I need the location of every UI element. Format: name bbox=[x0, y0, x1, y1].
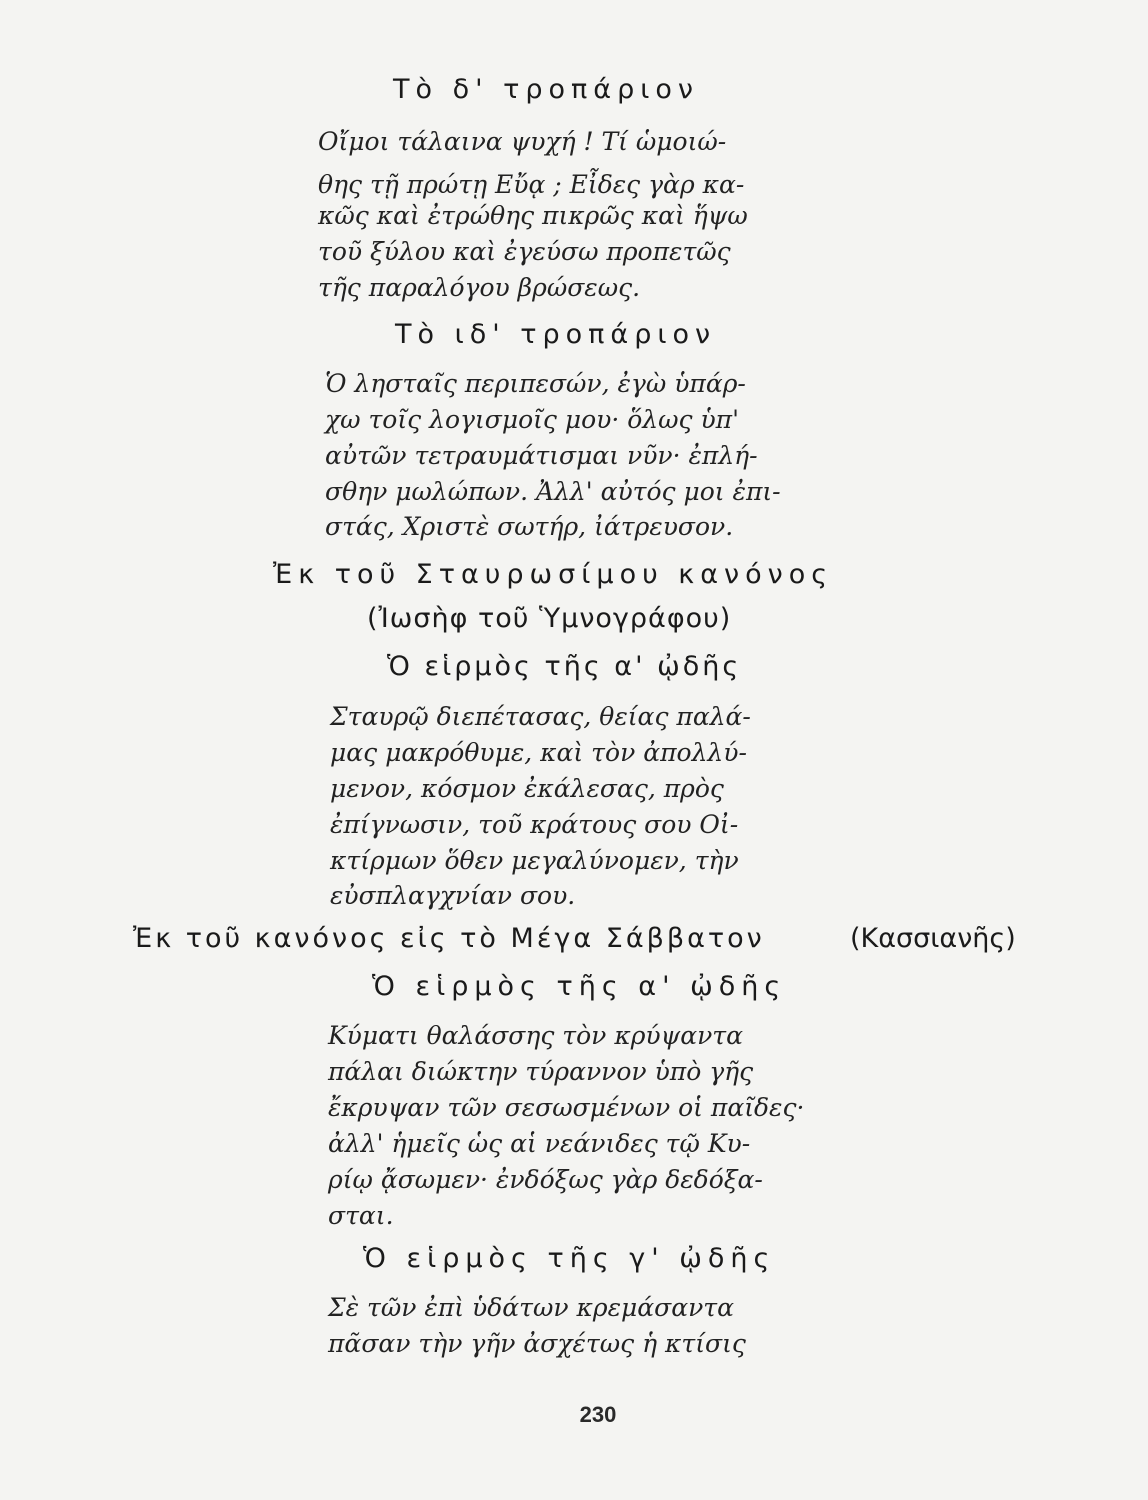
section-heading: Ἐκ τοῦ Σταυρωσίμου κανόνος bbox=[273, 559, 834, 590]
text-line: κῶς καὶ ἐτρώθης πικρῶς καὶ ἥψω bbox=[318, 201, 748, 230]
text-line: τῆς παραλόγου βρώσεως. bbox=[318, 273, 641, 302]
text-line: πάλαι διώκτην τύραννον ὑπὸ γῆς bbox=[328, 1057, 754, 1086]
text-line: μας μακρόθυμε, καὶ τὸν ἀπολλύ- bbox=[330, 738, 747, 767]
text-line: σται. bbox=[328, 1201, 394, 1230]
section-heading-suffix: (Κασσιανῆς) bbox=[850, 923, 1016, 954]
text-line: στάς, Χριστὲ σωτήρ, ἰάτρευσον. bbox=[325, 512, 734, 541]
hirmos-heading: Ὁ εἱρμὸς τῆς α' ᾠδῆς bbox=[387, 651, 742, 682]
text-line: μενον, κόσμον ἐκάλεσας, πρὸς bbox=[330, 774, 724, 803]
text-line: ρίῳ ᾄσωμεν· ἐνδόξως γὰρ δεδόξα- bbox=[328, 1165, 763, 1194]
text-line: σθην μωλώπων. Ἀλλ' αὐτός μοι ἐπι- bbox=[325, 477, 781, 506]
text-line: χω τοῖς λογισμοῖς μου· ὅλως ὑπ' bbox=[325, 405, 739, 434]
text-line: κτίρμων ὅθεν μεγαλύνομεν, τὴν bbox=[330, 846, 739, 875]
section-heading: Τὸ δ' τροπάριον bbox=[393, 74, 699, 105]
text-line: τοῦ ξύλου καὶ ἐγεύσω προπετῶς bbox=[318, 237, 731, 266]
text-line: Οἴμοι τάλαινα ψυχή ! Τί ὡμοιώ- bbox=[318, 127, 727, 156]
text-line: ἔκρυψαν τῶν σεσωσμένων οἱ παῖδες· bbox=[328, 1093, 805, 1122]
section-heading: Τὸ ιδ' τροπάριον bbox=[395, 319, 717, 350]
text-line: πᾶσαν τὴν γῆν ἀσχέτως ἡ κτίσις bbox=[328, 1329, 746, 1358]
text-line: αὐτῶν τετραυμάτισμαι νῦν· ἐπλή- bbox=[325, 441, 758, 470]
text-line: Σταυρῷ διεπέτασας, θείας παλά- bbox=[330, 702, 751, 731]
section-subheading: (Ἰωσὴφ τοῦ Ὑμνογράφου) bbox=[367, 603, 732, 634]
text-line: ἀλλ' ἡμεῖς ὡς αἱ νεάνιδες τῷ Κυ- bbox=[328, 1129, 751, 1158]
text-line: Κύματι θαλάσσης τὸν κρύψαντα bbox=[328, 1021, 744, 1050]
hirmos-heading: Ὁ εἱρμὸς τῆς α' ᾠδῆς bbox=[372, 971, 787, 1002]
text-line: Ὁ λησταῖς περιπεσών, ἐγὼ ὑπάρ- bbox=[325, 369, 746, 398]
hirmos-heading: Ὁ εἱρμὸς τῆς γ' ᾠδῆς bbox=[363, 1243, 776, 1274]
text-line: Σὲ τῶν ἐπὶ ὑδάτων κρεμάσαντα bbox=[328, 1293, 734, 1322]
text-line: ἐπίγνωσιν, τοῦ κράτους σου Οἰ- bbox=[330, 810, 739, 839]
text-line: θης τῇ πρώτῃ Εὔᾳ ; Εἶδες γὰρ κα- bbox=[318, 170, 745, 199]
section-heading: Ἐκ τοῦ κανόνος εἰς τὸ Μέγα Σάββατον bbox=[133, 923, 765, 954]
page-number: 230 bbox=[579, 1402, 617, 1427]
text-line: εὐσπλαγχνίαν σου. bbox=[330, 881, 576, 910]
